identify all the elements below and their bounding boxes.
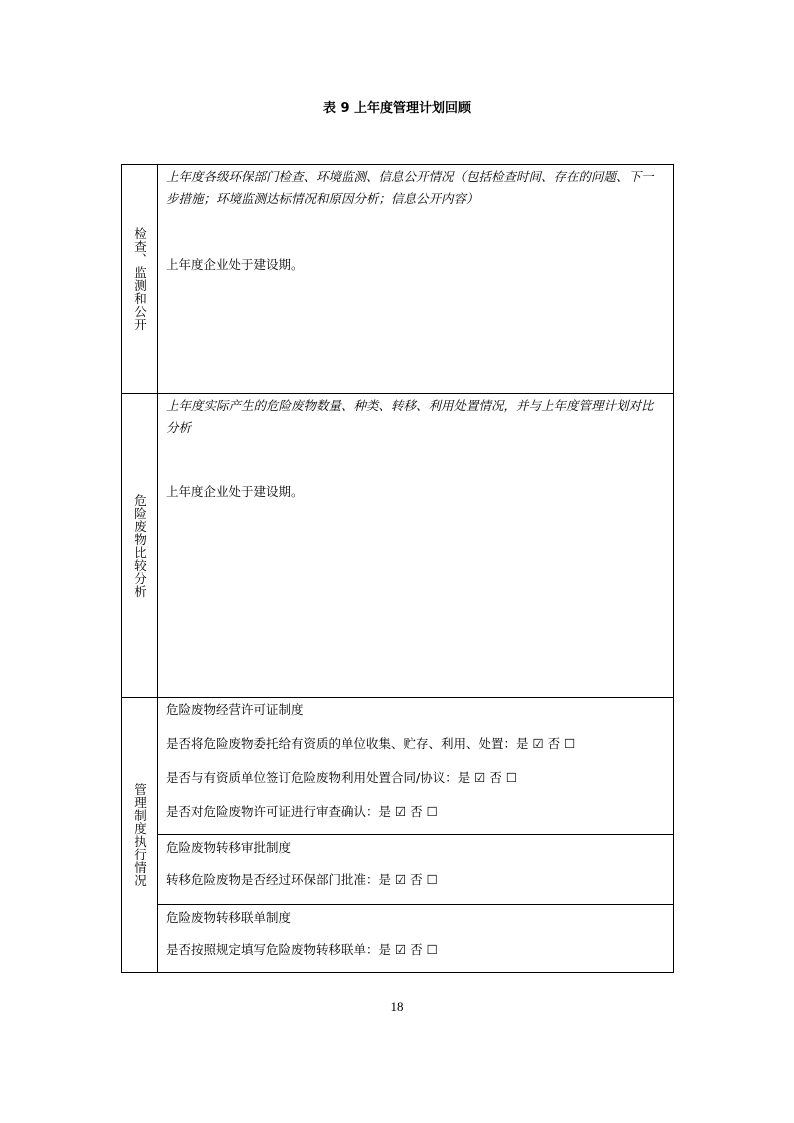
review-table (121, 164, 674, 973)
subsection-heading: 危险废物经营许可证制度 (166, 702, 304, 717)
row-instruction: 上年度实际产生的危险废物数量、种类、转移、利用处置情况，并与上年度管理计划对比分析 (166, 398, 654, 435)
table-row-management (122, 697, 673, 972)
row-label-management: 管理制度执行情况 (132, 783, 148, 887)
checklist-item: 转移危险废物是否经过环保部门批准：是 ☑ 否 ☐ (166, 872, 438, 887)
row-content-cell (158, 394, 673, 697)
subsection-manifest (158, 904, 673, 973)
table-row-inspection (122, 165, 673, 393)
checklist-item: 是否将危险废物委托给有资质的单位收集、贮存、利用、处置：是 ☑ 否 ☐ (166, 736, 576, 751)
row-answer: 上年度企业处于建设期。 (166, 257, 304, 272)
row-answer: 上年度企业处于建设期。 (166, 484, 304, 499)
row-label-waste-analysis: 危险废物比较分析 (132, 493, 148, 598)
checklist-item: 是否按照规定填写危险废物转移联单：是 ☑ 否 ☐ (166, 942, 438, 957)
subsection-heading: 危险废物转移审批制度 (166, 840, 292, 855)
row-label-cell (122, 394, 158, 697)
table-title: 表 9 上年度管理计划回顾 (322, 101, 472, 116)
row-content-cell (158, 165, 673, 393)
table-row-waste-analysis (122, 393, 673, 697)
row-instruction: 上年度各级环保部门检查、环境监测、信息公开情况（包括检查时间、存在的问题、下一步措施；环境监测达标情况和原因分析；信息公开内容） (166, 169, 654, 206)
subsection-heading: 危险废物转移联单制度 (166, 910, 292, 925)
row-label-cell (122, 165, 158, 393)
row-label-cell (122, 698, 158, 972)
row-content-cell (158, 698, 673, 972)
subsection-license (158, 698, 673, 834)
checklist-item: 是否对危险废物许可证进行审查确认：是 ☑ 否 ☐ (166, 804, 438, 819)
subsection-approval (158, 834, 673, 904)
checklist-item: 是否与有资质单位签订危险废物利用处置合同/协议：是 ☑ 否 ☐ (166, 770, 518, 785)
row-label-inspection: 检查、监测和公开 (132, 227, 148, 331)
page-number: 18 (390, 999, 404, 1014)
